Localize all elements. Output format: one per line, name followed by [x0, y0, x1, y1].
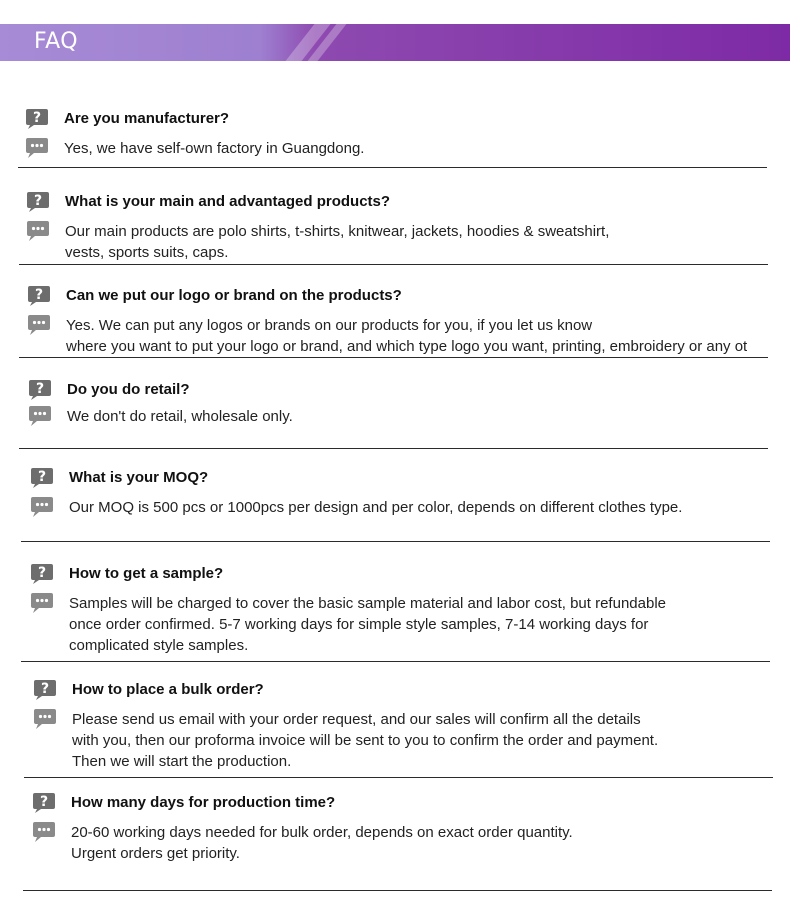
faq-divider	[23, 890, 772, 891]
svg-text:?: ?	[37, 469, 47, 485]
faq-divider	[19, 264, 768, 265]
faq-answer-line: Our main products are polo shirts, t-shirts, knitwear, jackets, hoodies & sweatshirt,	[65, 223, 610, 240]
faq-question: How to place a bulk order?	[72, 681, 264, 698]
svg-text:?: ?	[40, 681, 50, 697]
faq-answer-line: Samples will be charged to cover the basic sample material and labor cost, but refundable	[69, 595, 666, 612]
question-mark-bubble-icon	[33, 679, 57, 701]
faq-question: Are you manufacturer?	[64, 110, 230, 127]
faq-answer-line: once order confirmed. 5-7 working days for simple style samples, 7-14 working days for	[69, 616, 649, 633]
svg-text:?: ?	[33, 193, 43, 209]
faq-divider	[18, 167, 767, 168]
faq-question: How to get a sample?	[69, 565, 224, 582]
chat-dots-bubble-icon	[33, 708, 57, 730]
banner-title: FAQ	[34, 29, 79, 54]
faq-answer-line: with you, then our proforma invoice will be sent to you to confirm the order and payment.	[72, 732, 659, 749]
svg-text:?: ?	[34, 287, 44, 303]
question-mark-bubble-icon	[26, 191, 50, 213]
question-mark-bubble-icon	[28, 379, 52, 401]
faq-question: Do you do retail?	[67, 381, 190, 398]
svg-text:?: ?	[37, 565, 47, 581]
faq-divider	[21, 541, 770, 542]
faq-answer-line: Please send us email with your order request, and our sales will confirm all the details	[72, 711, 641, 728]
question-mark-bubble-icon	[25, 108, 49, 130]
faq-answer	[65, 221, 609, 263]
chat-dots-bubble-icon	[26, 220, 50, 242]
chat-dots-bubble-icon	[27, 314, 51, 336]
faq-question: How many days for production time?	[71, 794, 336, 811]
faq-divider	[21, 661, 770, 662]
svg-text:?: ?	[39, 794, 49, 810]
chat-dots-bubble-icon	[30, 496, 54, 518]
faq-answer	[67, 406, 293, 427]
faq-question: Can we put our logo or brand on the products?	[66, 287, 402, 304]
question-mark-bubble-icon	[30, 563, 54, 585]
faq-answer-line: We don't do retail, wholesale only.	[67, 408, 293, 425]
chat-dots-bubble-icon	[30, 592, 54, 614]
chat-dots-bubble-icon	[32, 821, 56, 843]
faq-answer	[69, 497, 682, 518]
faq-answer-line: Yes, we have self-own factory in Guangdong.	[64, 140, 365, 157]
faq-answer-line: Urgent orders get priority.	[71, 845, 240, 862]
faq-answer	[66, 315, 747, 357]
faq-banner	[0, 24, 790, 61]
faq-answer	[69, 593, 666, 656]
chat-dots-bubble-icon	[25, 137, 49, 159]
faq-answer-line: Then we will start the production.	[72, 753, 292, 770]
question-mark-bubble-icon	[27, 285, 51, 307]
question-mark-bubble-icon	[32, 792, 56, 814]
faq-question: What is your MOQ?	[69, 469, 209, 486]
question-mark-bubble-icon	[30, 467, 54, 489]
faq-answer-line: vests, sports suits, caps.	[65, 244, 229, 261]
faq-answer	[71, 822, 573, 864]
svg-text:?: ?	[32, 110, 42, 126]
faq-answer-line: 20-60 working days needed for bulk order, depends on exact order quantity.	[71, 824, 573, 841]
svg-text:?: ?	[35, 381, 45, 397]
faq-question: What is your main and advantaged products?	[65, 193, 391, 210]
faq-answer-line: complicated style samples.	[69, 637, 249, 654]
chat-dots-bubble-icon	[28, 405, 52, 427]
faq-divider	[19, 357, 768, 358]
faq-answer-line: where you want to put your logo or brand, and which type logo you want, printing, embroidery or any ot	[66, 338, 748, 355]
faq-divider	[24, 777, 773, 778]
faq-answer	[64, 138, 364, 159]
faq-answer-line: Our MOQ is 500 pcs or 1000pcs per design and per color, depends on different clothes type.	[69, 499, 683, 516]
faq-divider	[19, 448, 768, 449]
faq-answer-line: Yes. We can put any logos or brands on our products for you, if you let us know	[66, 317, 593, 334]
faq-answer	[72, 709, 658, 772]
